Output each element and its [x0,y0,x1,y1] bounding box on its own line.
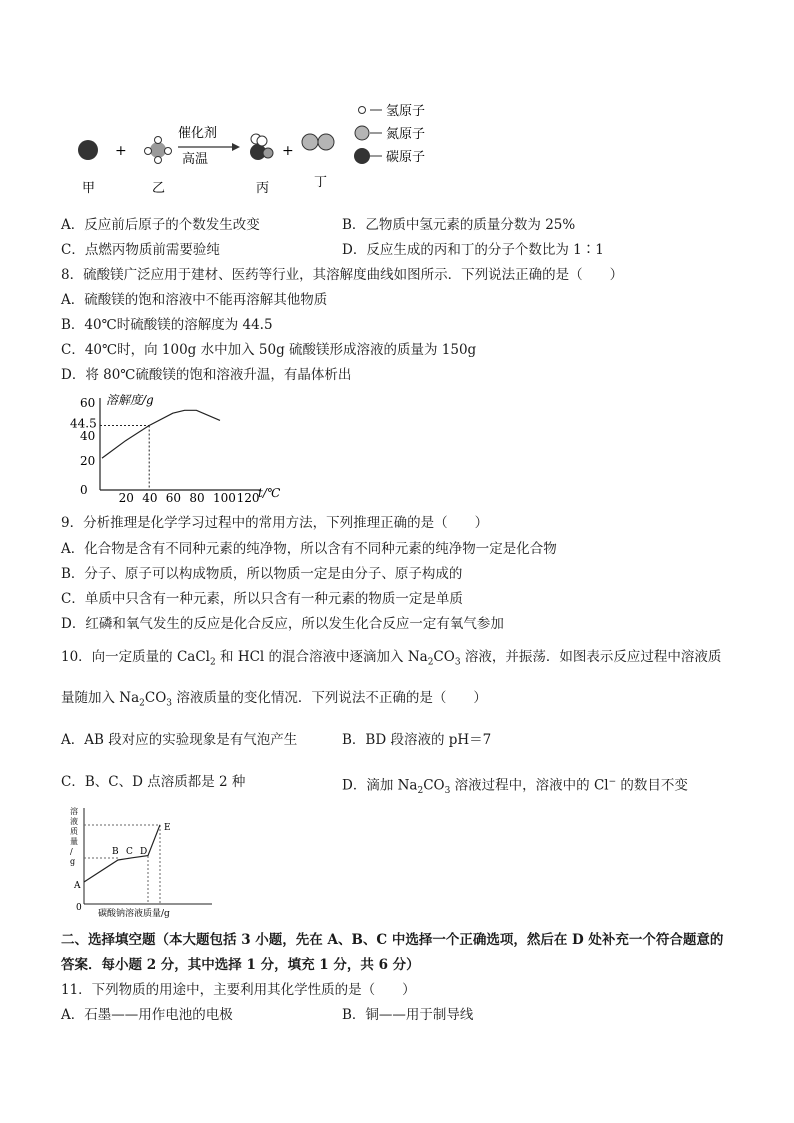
reaction-svg [60,95,460,195]
x-tick-label: 120 [236,491,260,505]
solubility-chart [70,390,300,505]
section2-heading-line1: 二、选择填空题（本大题包括 3 小题，先在 A、B、C 中选择一个正确选项，然后在 D 处补充一个符合题意的 [61,932,724,948]
solubility-svg [70,390,300,505]
q9-option-d: D．红磷和氧气发生的反应是化合反应，所以发生化合反应一定有氧气参加 [61,616,504,632]
y-label-char: 质 [70,827,78,836]
q10-option-a: A．AB 段对应的实验现象是有气泡产生 [61,732,298,748]
q9-option-a: A．化合物是含有不同种元素的纯净物，所以含有不同种元素的纯净物一定是化合物 [61,541,557,557]
legend [354,104,425,165]
molecule-jia [78,140,98,160]
x-axis-label: t/℃ [258,486,281,500]
label-jia: 甲 [82,181,96,195]
y-tick-label: 0 [80,483,88,497]
label-bing: 丙 [256,181,270,195]
section2-heading-line2: 答案．每小题 2 分，其中选择 1 分，填充 1 分，共 6 分） [61,957,420,973]
y-tick-label: 44.5 [70,416,97,431]
point-d: D [140,847,148,857]
legend-nitrogen: 氮原子 [386,127,426,142]
q8-option-d: D．将 80℃硫酸镁的饱和溶液升温，有晶体析出 [61,367,352,383]
q7-option-b: B．乙物质中氢元素的质量分数为 25% [342,217,576,233]
catalyst-label: 催化剂 [178,126,218,141]
y-label-char: 溶 [70,807,78,816]
solubility-curve [102,410,220,458]
label-yi: 乙 [152,181,166,195]
q7-option-a: A．反应前后原子的个数发生改变 [61,217,260,233]
y-label-char: 液 [70,817,78,826]
q8-option-c: C．40℃时，向 100g 水中加入 50g 硫酸镁形成溶液的质量为 150g [61,342,477,358]
molecule-yi [145,137,172,164]
q10-option-b: B．BD 段溶液的 pH＝7 [342,732,492,748]
q10-option-d: D．滴加 $Na_2CO_3$ 溶液过程中，溶液中的 Cl− 的数目不变 [342,777,688,797]
y-tick-label: 60 [80,396,96,410]
y-tick-label: 40 [80,429,96,443]
legend-carbon: 碳原子 [386,150,426,165]
q8-option-a: A．硫酸镁的饱和溶液中不能再溶解其他物质 [61,292,328,308]
y-axis-label: 溶解度/g [106,393,154,407]
plus-sign-2: + [282,143,294,159]
molecule-bing [250,134,273,160]
solution-mass-chart [62,800,222,920]
plus-sign: + [115,143,127,159]
y-label-char: g [70,857,76,866]
q9-option-b: B．分子、原子可以构成物质，所以物质一定是由分子、原子构成的 [61,566,463,582]
molecule-ding [302,134,334,150]
q7-option-c: C．点燃丙物质前需要验纯 [61,242,220,258]
x-tick-label: 80 [189,491,205,505]
x-tick-label: 100 [213,491,236,505]
point-e: E [164,823,171,833]
q10-stem-line2: 量随加入 $Na_2CO_3$ 溶液质量的变化情况．下列说法不正确的是（ ） [61,690,487,709]
point-b: B [112,847,119,857]
x-tick-label: 20 [118,491,134,505]
q10-option-c: C．B、C、D 点溶质都是 2 种 [61,774,246,790]
legend-hydrogen: 氢原子 [386,104,426,119]
q11-option-a: A．石墨——用作电池的电极 [61,1007,233,1023]
y-tick-label: 20 [80,454,96,468]
y-label-char: / [70,847,73,856]
q11-option-b: B．铜——用于制导线 [342,1007,474,1023]
q8-stem: 8．硫酸镁广泛应用于建材、医药等行业，其溶解度曲线如图所示．下列说法正确的是（ ） [61,267,624,283]
reaction-diagram [60,95,460,195]
solution-mass-line [84,825,160,882]
high-temp-label: 高温 [182,152,209,167]
q8-option-b: B．40℃时硫酸镁的溶解度为 44.5 [61,317,273,333]
solution-mass-svg [62,800,222,920]
x-tick-label: 60 [165,491,182,505]
point-c: C [126,847,133,857]
x-axis-label: 碳酸钠溶液质量/g [98,909,170,919]
q11-stem: 11．下列物质的用途中，主要利用其化学性质的是（ ） [61,982,416,998]
label-ding: 丁 [314,175,328,190]
y-label-char: 量 [70,837,78,846]
x-tick-label: 40 [142,491,158,505]
origin: 0 [76,903,82,913]
q9-option-c: C．单质中只含有一种元素，所以只含有一种元素的物质一定是单质 [61,591,463,607]
q7-option-d: D．反应生成的丙和丁的分子个数比为 1∶1 [342,242,604,258]
y-axis-label [70,806,78,866]
point-a: A [74,881,81,891]
q9-stem: 9．分析推理是化学学习过程中的常用方法，下列推理正确的是（ ） [61,515,489,531]
q10-stem-line1: 10．向一定质量的 CaCl$_2$ 和 HCl 的混合溶液中逐滴加入 $Na_2CO_3$ 溶液，并振荡．如图表示反应过程中溶液质 [61,649,722,668]
